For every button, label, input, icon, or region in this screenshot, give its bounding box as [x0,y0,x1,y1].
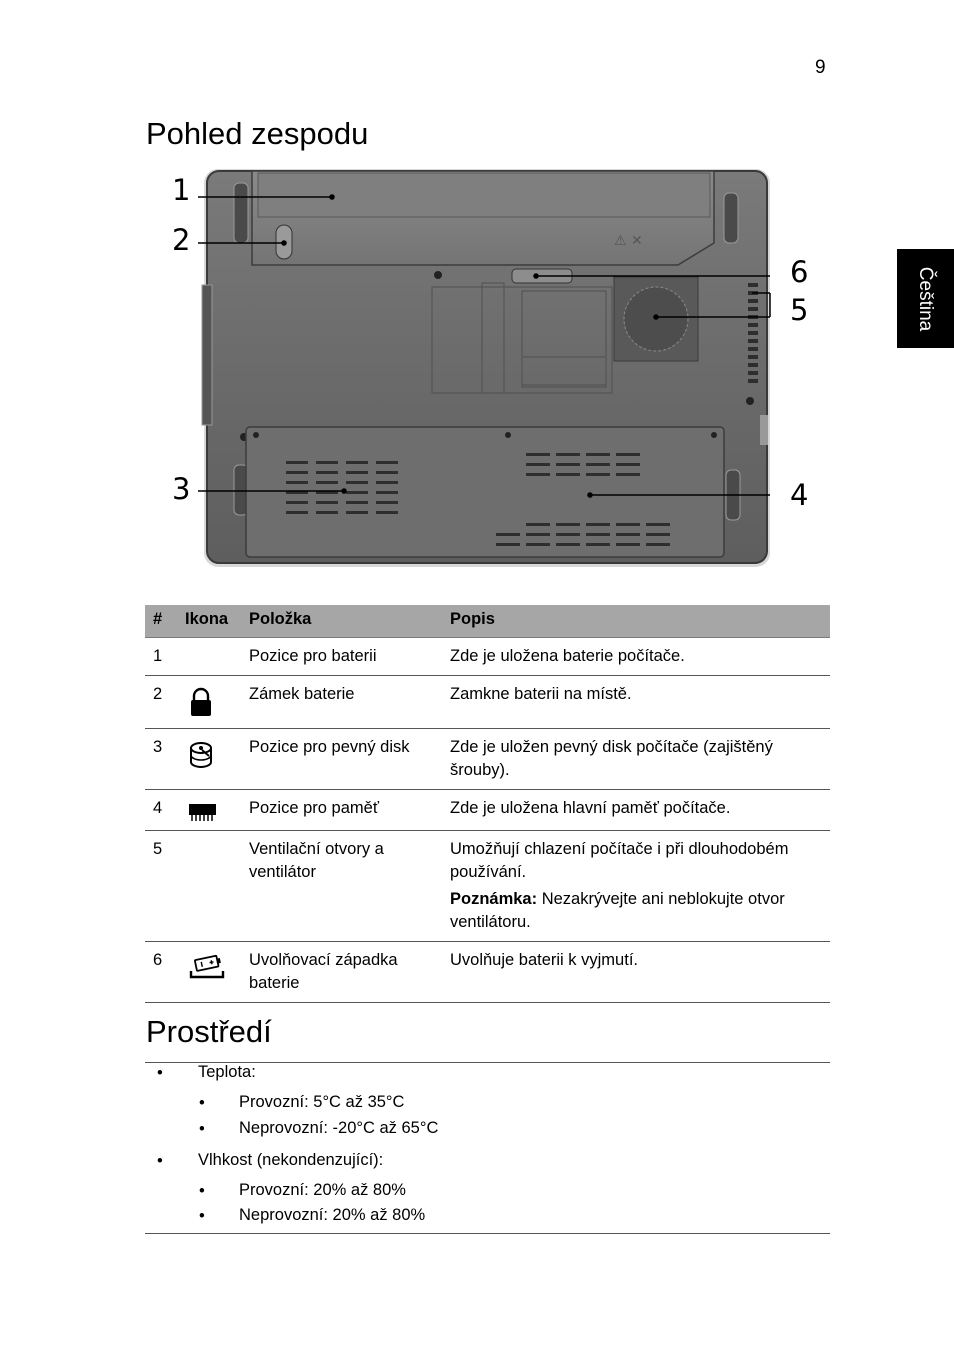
row-number: 1 [145,638,177,676]
row-number: 2 [145,676,177,729]
laptop-bottom-drawing [166,165,816,575]
battery-release-icon [188,953,226,983]
row-icon [177,638,241,676]
table-row [145,790,830,831]
callout-2: 2 [172,223,191,257]
bullet: • [199,1207,205,1225]
language-tab-label: Čeština [915,266,937,331]
laptop-bottom-illustration [166,165,816,575]
page-number: 9 [815,57,826,78]
table-row [145,729,830,790]
row-icon [177,942,241,1003]
header-description: Popis [442,605,830,638]
note-label: Poznámka: [450,890,538,908]
row-description [442,790,830,831]
description-text: Zde je uložen pevný disk počítače (zajištěný šrouby). [450,738,773,779]
row-item: Pozice pro baterii [241,638,442,676]
bullet: • [199,1120,205,1138]
row-item: Zámek baterie [241,676,442,729]
row-description [442,942,830,1003]
list-subitem: Provozní: 20% až 80% [239,1181,406,1199]
note-text: Nezakrývejte ani neblokujte otvor ventilátoru. [450,890,785,931]
row-item: Ventilační otvory a ventilátor [241,831,442,942]
header-icon: Ikona [177,605,241,638]
row-number: 4 [145,790,177,831]
list-item: Teplota: [198,1063,256,1081]
row-description [442,676,830,729]
section-title-bottom-view: Pohled zespodu [146,116,369,151]
row-item: Uvolňovací západka baterie [241,942,442,1003]
hard-disk-icon [188,740,216,770]
list-subitem: Neprovozní: -20°C až 65°C [239,1119,439,1137]
table-header-row [145,605,830,638]
bullet: • [157,1152,163,1170]
row-icon [177,729,241,790]
row-icon [177,790,241,831]
description-text: Zamkne baterii na místě. [450,685,632,703]
row-number: 3 [145,729,177,790]
callout-4: 4 [790,478,809,512]
callout-1: 1 [172,173,191,207]
table-row [145,638,830,676]
list-subitem: Neprovozní: 20% až 80% [239,1206,426,1224]
language-tab [897,249,954,348]
description-text: Zde je uložena hlavní paměť počítače. [450,799,731,817]
row-description [442,729,830,790]
row-icon [177,831,241,942]
bullet: • [157,1064,163,1082]
callout-5: 5 [790,293,809,327]
list-item: Vlhkost (nekondenzující): [198,1151,384,1169]
section-title-environment: Prostředí [146,1014,272,1049]
row-description [442,638,830,676]
note [450,888,822,934]
callout-6: 6 [790,255,809,289]
row-item: Pozice pro paměť [241,790,442,831]
row-icon [177,676,241,729]
bullet: • [199,1182,205,1200]
row-number: 5 [145,831,177,942]
callout-3: 3 [172,472,191,506]
row-description [442,831,830,942]
svg-text:⚠ ✕: ⚠ ✕ [614,233,643,249]
environment-list [145,1062,830,1234]
memory-icon [188,801,218,823]
description-text: Uvolňuje baterii k vyjmutí. [450,951,638,969]
table-row [145,676,830,729]
row-item: Pozice pro pevný disk [241,729,442,790]
table-row [145,942,830,1003]
description-text: Zde je uložena baterie počítače. [450,647,685,665]
list-subitem: Provozní: 5°C až 35°C [239,1093,405,1111]
description-text: Umožňují chlazení počítače i při dlouhodobém používání. [450,840,789,881]
header-item: Položka [241,605,442,638]
row-number: 6 [145,942,177,1003]
bottom-view-table [145,605,830,1003]
table-row [145,831,830,942]
bullet: • [199,1094,205,1112]
lock-icon [188,687,214,717]
header-number: # [145,605,177,638]
